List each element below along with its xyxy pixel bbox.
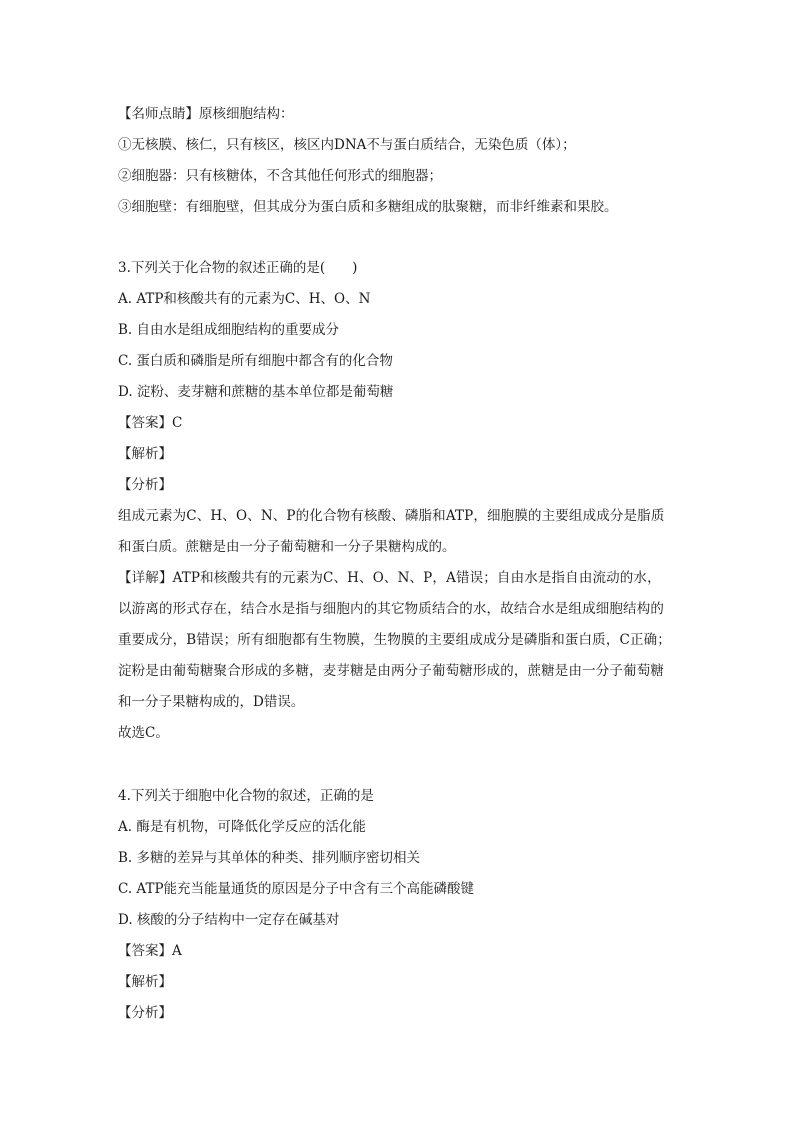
q3-option-a: A. ATP和核酸共有的元素为C、H、O、N: [118, 291, 371, 307]
q3-fenxi-label: 【分析】: [118, 477, 172, 493]
q3-detail-line-3: 重要成分，B错误；所有细胞都有生物膜，生物膜的主要组成成分是磷脂和蛋白质，C正确；: [118, 632, 671, 648]
q4-stem: 4.下列关于细胞中化合物的叙述，正确的是: [118, 788, 374, 804]
q3-fenxi-line-1: 组成元素为C、H、O、N、P的化合物有核酸、磷脂和ATP，细胞膜的主要组成成分是脂质: [118, 508, 665, 524]
q3-detail-line-1: 【详解】ATP和核酸共有的元素为C、H、O、N、P，A错误；自由水是指自由流动的水，: [118, 570, 661, 586]
q3-detail-line-4: 淀粉是由葡萄糖聚合形成的多糖，麦芽糖是由两分子葡萄糖形成的，蔗糖是由一分子葡萄糖: [118, 663, 664, 679]
q4-analysis-label: 【解析】: [118, 974, 172, 990]
q3-fenxi-line-2: 和蛋白质。蔗糖是由一分子葡萄糖和一分子果糖构成的。: [118, 539, 456, 555]
q3-option-c: C. 蛋白质和磷脂是所有细胞中都含有的化合物: [118, 353, 393, 369]
q3-detail-line-2: 以游离的形式存在，结合水是指与细胞内的其它物质结合的水，故结合水是组成细胞结构的: [118, 601, 664, 617]
q3-analysis-label: 【解析】: [118, 446, 172, 462]
q3-option-b: B. 自由水是组成细胞结构的重要成分: [118, 322, 340, 338]
q3-detail-line-5: 和一分子果糖构成的，D错误。: [118, 694, 305, 710]
tip-heading: 【名师点睛】原核细胞结构：: [118, 106, 294, 122]
q3-stem: 3.下列关于化合物的叙述正确的是( ): [118, 260, 358, 276]
q4-fenxi-label: 【分析】: [118, 1005, 172, 1021]
q4-option-d: D. 核酸的分子结构中一定存在碱基对: [118, 912, 340, 928]
q4-answer: 【答案】A: [118, 943, 182, 959]
q4-option-a: A. 酶是有机物，可降低化学反应的活化能: [118, 819, 366, 835]
q4-option-c: C. ATP能充当能量通货的原因是分子中含有三个高能磷酸键: [118, 881, 475, 897]
q3-option-d: D. 淀粉、麦芽糖和蔗糖的基本单位都是葡萄糖: [118, 384, 394, 400]
q3-answer: 【答案】C: [118, 415, 183, 431]
q3-conclusion: 故选C。: [118, 725, 169, 741]
tip-item-3: ③细胞壁：有细胞壁，但其成分为蛋白质和多糖组成的肽聚糖，而非纤维素和果胶。: [118, 199, 618, 215]
tip-item-1: ①无核膜、核仁，只有核区，核区内DNA不与蛋白质结合，无染色质（体）；: [118, 137, 576, 153]
q4-option-b: B. 多糖的差异与其单体的种类、排列顺序密切相关: [118, 850, 421, 866]
tip-item-2: ②细胞器：只有核糖体，不含其他任何形式的细胞器；: [118, 168, 442, 184]
